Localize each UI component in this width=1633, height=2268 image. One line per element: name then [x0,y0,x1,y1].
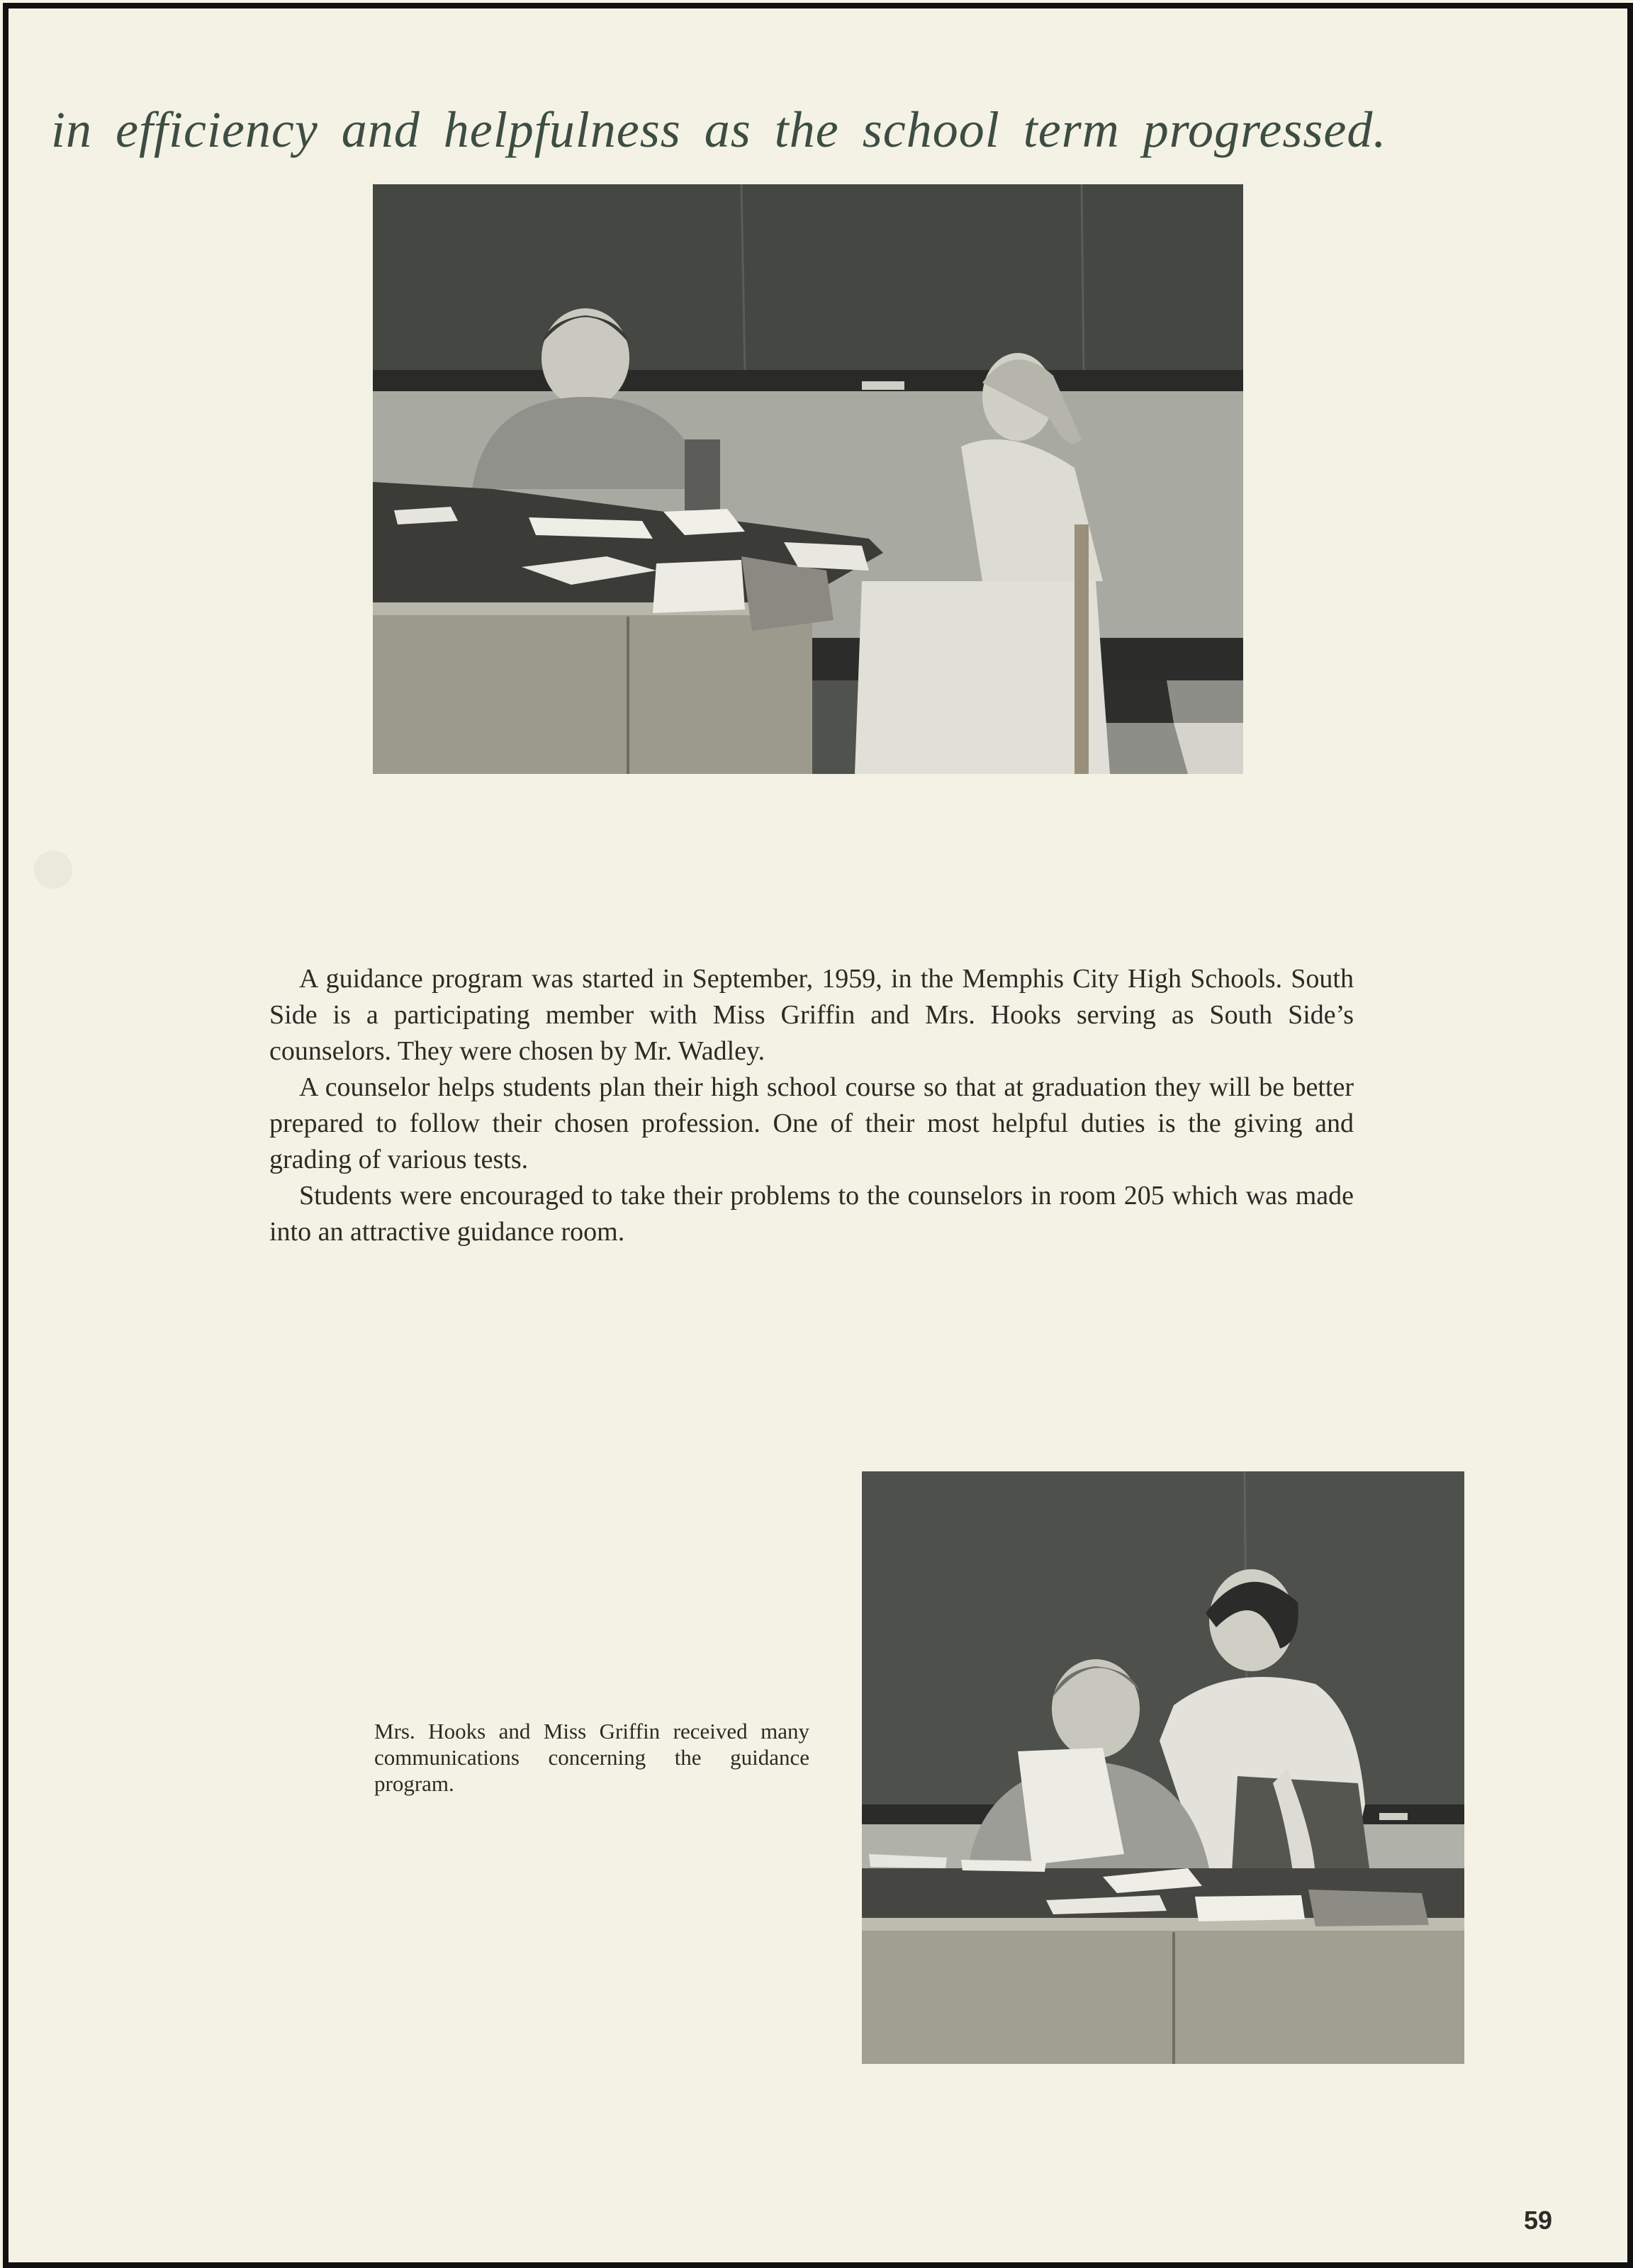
body-paragraph: A counselor helps students plan their high school course so that at graduation they will be better prepared to follow their chosen profession. One of their most helpful duties is the giving and grading of various tests. [269,1072,1354,1174]
page-headline: in efficiency and helpfulness as the school term progressed. [51,101,1387,158]
photo-caption: Mrs. Hooks and Miss Griffin received many communications concerning the guidance program. [374,1719,809,1796]
body-paragraph: A guidance program was started in September, 1959, in the Memphis City High Schools. South Side is a participating member with Miss Griffin and Mrs. Hooks serving as South Side’s counselors. They were chosen by Mr. Wadley. [269,964,1354,1066]
photo-counselors-reviewing-paper [862,1471,1464,2064]
article-body [269,961,1354,1250]
photo-counselor-with-student [373,184,1243,774]
page-number: 59 [1524,2206,1553,2235]
page-smudge [34,850,72,889]
photo-counselors-reviewing-paper-image [862,1471,1464,2064]
photo-counselor-with-student-image [373,184,1243,774]
body-paragraph: Students were encouraged to take their problems to the counselors in room 205 which was made into an attractive guidance room. [269,1181,1354,1247]
